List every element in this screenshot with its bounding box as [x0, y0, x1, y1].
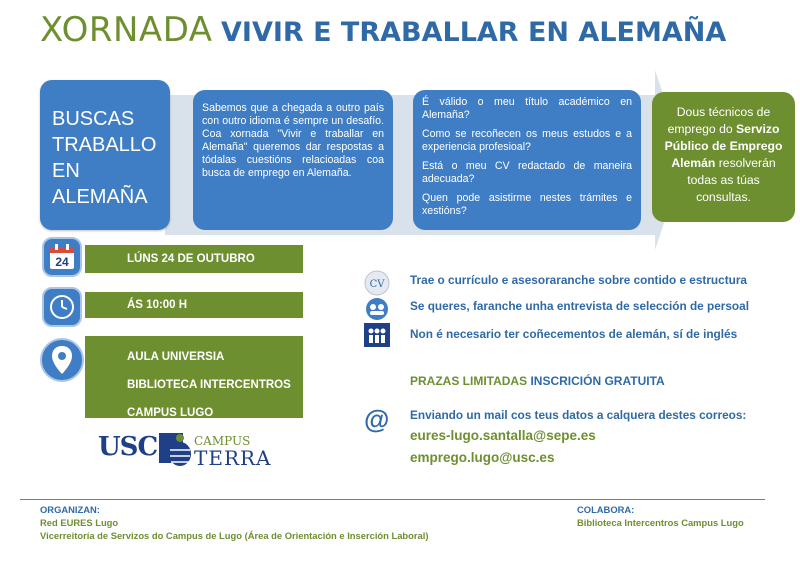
question-item: Está o meu CV redactado de maneira adecuada? [422, 160, 632, 185]
limited-places: PRAZAS LIMITADAS [410, 374, 528, 388]
usc-logo-text: USC [98, 432, 158, 462]
organizan-label: ORGANIZAN: [40, 504, 100, 515]
flow-box-question-line: EN [52, 160, 80, 182]
location-line: AULA UNIVERSIA [127, 351, 225, 363]
cv-icon-text: CV [369, 279, 385, 290]
free-registration: INSCRICIÓN GRATUITA [530, 374, 665, 388]
at-sign-icon: @ [364, 404, 390, 434]
flow-box-intro: Sabemos que a chegada a outro país con outro idioma é sempre un desafío. Coa xornada "Vivir e traballar en Alemaña" queremos dar respostas a tódalas cuestións relacioadas coa busca de emprego en Alemaña. [193, 90, 393, 230]
flow-box-question-line: BUSCAS [52, 108, 135, 130]
event-date: LÚNS 24 DE OUTUBRO [85, 245, 303, 273]
title-xornada: XORNADA [40, 10, 213, 50]
organizer-item: Vicerreitoría de Servizos do Campus de Lugo (Área de Orientación e Inserción Laboral) [40, 530, 429, 541]
flow-box-question-line: ALEMAÑA [52, 186, 148, 208]
colabora-label: COLABORA: [577, 504, 635, 515]
footer-collaborators [577, 503, 744, 529]
info-item: Non é necesario ter coñecementos de alemán, sí de inglés [410, 327, 738, 341]
mail-intro: Enviando un mail cos teus datos a calquera destes correos: [410, 408, 747, 422]
page-title [40, 10, 726, 50]
email-link[interactable]: eures-lugo.santalla@sepe.es [410, 428, 596, 443]
footer-organizers [40, 503, 428, 542]
globe-icon [168, 432, 192, 468]
question-item: É válido o meu título académico en Alemaña? [422, 96, 632, 121]
cv-icon [364, 270, 390, 296]
calendar-day: 24 [55, 255, 69, 269]
title-main: VIVIR E TRABALLAR EN ALEMAÑA [221, 17, 727, 48]
campus-terra-logo [168, 430, 278, 470]
question-item: Como se recoñecen os meus estudos e a experiencia profesioal? [422, 128, 632, 153]
flow-box-question-line: TRABALLO [52, 134, 157, 156]
event-location [85, 336, 303, 418]
calendar-icon [42, 237, 82, 277]
registration-note [410, 374, 665, 388]
event-time: ÁS 10:00 H [85, 292, 303, 318]
location-line: CAMPUS LUGO [127, 407, 214, 419]
answer-post: resolverán todas as túas consultas. [687, 156, 776, 204]
campus-text: CAMPUS [194, 434, 251, 448]
flow-box-answer [652, 92, 795, 222]
terra-text: TERRA [194, 446, 272, 470]
flow-box-questions [413, 90, 641, 230]
people-icon [364, 323, 390, 347]
organizer-item: Red EURES Lugo [40, 517, 119, 528]
info-item: Trae o currículo e asesoraranche sobre contido e estructura [410, 273, 747, 287]
footer-divider [20, 499, 765, 500]
location-line: BIBLIOTECA INTERCENTROS [127, 379, 291, 391]
flow-box-question [40, 80, 170, 230]
answer-bold: Servizo Público de Emprego Alemán [664, 122, 783, 170]
interview-icon [364, 297, 390, 321]
collaborator-item: Biblioteca Intercentros Campus Lugo [577, 517, 744, 528]
email-link[interactable]: emprego.lugo@usc.es [410, 450, 555, 465]
info-item: Se queres, faranche unha entrevista de selección de persoal [410, 299, 749, 313]
location-pin-icon [40, 338, 84, 382]
clock-icon [42, 287, 82, 327]
answer-pre: Dous técnicos de emprego do [667, 105, 771, 136]
question-item: Quen pode asistirme nestes trámites e xestións? [422, 192, 632, 217]
